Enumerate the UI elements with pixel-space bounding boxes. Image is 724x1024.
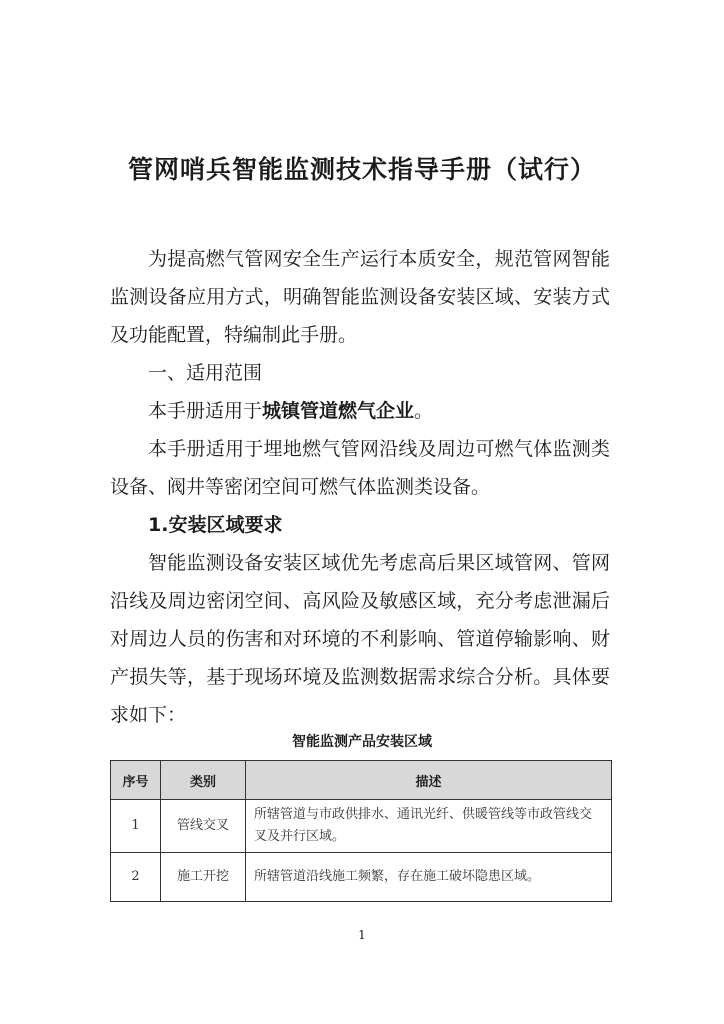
scope-paragraph-2: 本手册适用于埋地燃气管网沿线及周边可燃气体监测类设备、阀井等密闭空间可燃气体监测类设备。 <box>110 438 610 498</box>
install-area-table <box>110 760 612 902</box>
header-no: 序号 <box>111 761 161 800</box>
install-area-paragraph: 智能监测设备安装区域优先考虑高后果区域管网、管网沿线及周边密闭空间、高风险及敏感区域，充分考虑泄漏后对周边人员的伤害和对环境的不利影响、管道停输影响、财产损失等，基于现场环境及监测数据需求综合分析。具体要求如下： <box>110 552 610 726</box>
scope-suffix: 。 <box>414 400 434 422</box>
table-caption: 智能监测产品安装区域 <box>292 734 432 750</box>
cell-no: 1 <box>111 800 161 853</box>
intro-paragraph: 为提高燃气管网安全生产运行本质安全，规范管网智能监测设备应用方式，明确智能监测设备安装区域、安装方式及功能配置，特编制此手册。 <box>110 248 610 346</box>
scope-prefix: 本手册适用于 <box>148 400 263 422</box>
document-title: 管网哨兵智能监测技术指导手册（试行） <box>127 155 596 184</box>
scope-paragraph <box>110 392 610 430</box>
page-number: 1 <box>358 928 366 942</box>
table-header-row <box>111 761 612 800</box>
subsection-heading-install-area: 1.安装区域要求 <box>148 514 283 536</box>
cell-category: 管线交叉 <box>161 800 246 853</box>
section-heading-scope: 一、适用范围 <box>148 362 263 384</box>
cell-category: 施工开挖 <box>161 853 246 902</box>
scope-bold-text: 城镇管道燃气企业 <box>262 400 415 422</box>
table-row <box>111 800 612 853</box>
cell-desc: 所辖管道与市政供排水、通讯光纤、供暖管线等市政管线交叉及并行区域。 <box>246 800 612 853</box>
cell-no: 2 <box>111 853 161 902</box>
table-row <box>111 853 612 902</box>
header-desc: 描述 <box>246 761 612 800</box>
header-category: 类别 <box>161 761 246 800</box>
cell-desc: 所辖管道沿线施工频繁，存在施工破坏隐患区域。 <box>246 853 612 902</box>
